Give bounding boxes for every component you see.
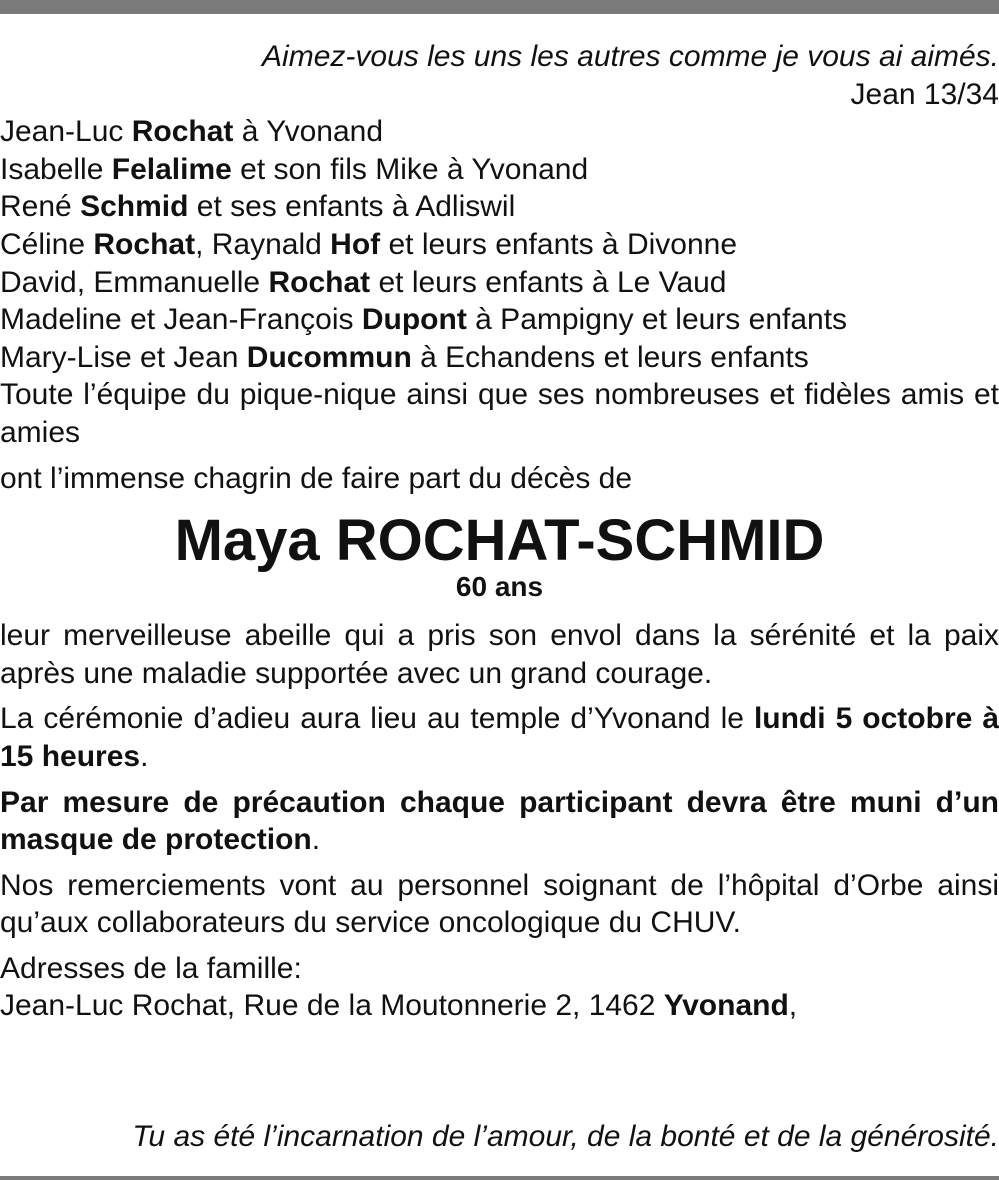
deceased-age: 60 ans — [455, 571, 544, 603]
top-rule — [0, 0, 999, 14]
address-heading: Adresses de la famille: — [0, 951, 302, 985]
family-line: David, Emmanuelle Rochat et leurs enfants à Le Vaud — [0, 265, 727, 299]
surname: Rochat — [131, 115, 234, 149]
tribute-paragraph: leur merveilleuse abeille qui a pris son envol dans la sérénité et la paix après une maladie supportée avec un grand courage. — [0, 619, 999, 690]
thanks-paragraph: Nos remerciements vont au personnel soignant de l’hôpital d’Orbe ainsi qu’aux collaborateurs du service oncologique du CHUV. — [0, 868, 999, 940]
epigraph-quote: Aimez-vous les uns les autres comme je vous ai aimés. — [262, 40, 999, 73]
deceased-name: Maya ROCHAT-SCHMID — [174, 508, 825, 574]
ceremony-paragraph: La cérémonie d’adieu aura lieu au temple d’Yvonand le lundi 5 octobre à 15 heures. — [0, 702, 999, 773]
surname: Hof — [330, 227, 381, 261]
surname: Rochat — [93, 227, 196, 261]
family-line: Mary-Lise et Jean Ducommun à Echandens et leurs enfants — [0, 340, 809, 374]
family-line: Isabelle Felalime et son fils Mike à Yvonand — [0, 152, 589, 186]
address-town: Yvonand — [663, 989, 789, 1023]
surname: Felalime — [111, 152, 232, 186]
surname: Schmid — [80, 190, 189, 224]
surname: Dupont — [361, 303, 467, 337]
obituary-notice — [0, 38, 999, 1025]
announcement: ont l’immense chagrin de faire part du décès de — [0, 461, 633, 495]
surname: Ducommun — [246, 340, 412, 374]
closing-quote: Tu as été l’incarnation de l’amour, de la bonté et de la générosité. — [132, 1120, 999, 1153]
ceremony-date: lundi 5 octobre à 15 heures — [0, 702, 999, 773]
family-line: Jean-Luc Rochat à Yvonand — [0, 115, 384, 149]
bottom-rule — [0, 1176, 999, 1180]
surname: Rochat — [268, 265, 371, 299]
family-line: Céline Rochat, Raynald Hof et leurs enfants à Divonne — [0, 227, 738, 261]
family-line: René Schmid et ses enfants à Adliswil — [0, 190, 516, 224]
address-line: Jean-Luc Rochat, Rue de la Moutonnerie 2, 1462 Yvonand, — [0, 989, 798, 1023]
precaution-paragraph: Par mesure de précaution chaque participant devra être muni d’un masque de protection. — [0, 785, 999, 857]
family-list — [0, 113, 999, 451]
family-line: Madeline et Jean-François Dupont à Pampigny et leurs enfants — [0, 303, 848, 337]
epigraph-reference: Jean 13/34 — [850, 77, 999, 111]
family-line-friends: Toute l’équipe du pique-nique ainsi que ses nombreuses et fidèles amis et amies — [0, 378, 999, 449]
